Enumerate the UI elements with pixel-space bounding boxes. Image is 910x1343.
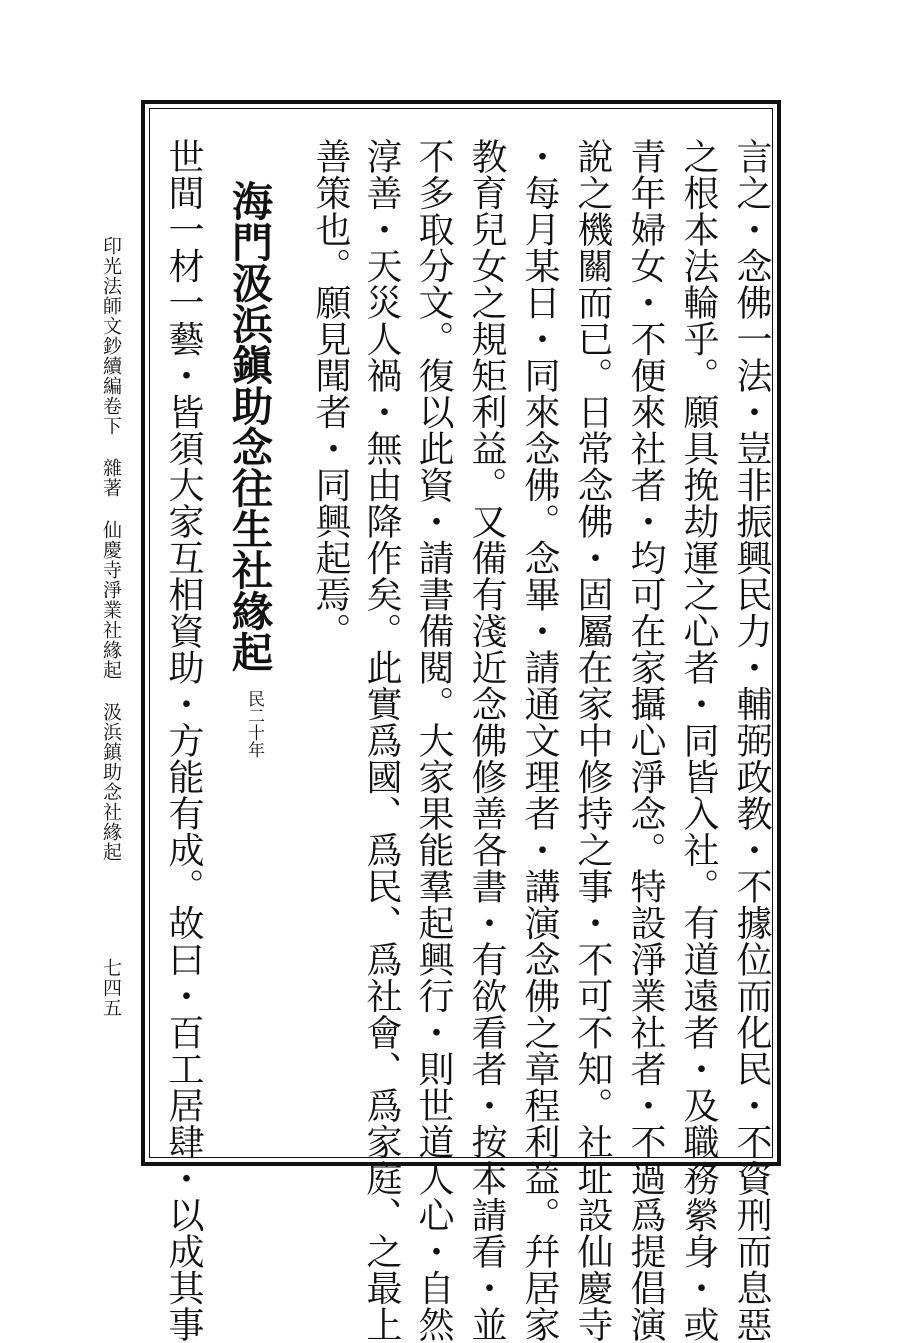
text-column-8: 淳善・天災人禍・無由降作矣。此實爲國、爲民、爲社會、爲家庭、之最上	[361, 138, 402, 1343]
article-date: 民二十年	[244, 690, 264, 758]
text-column-9: 善策也。願見聞者・同興起焉。	[310, 138, 351, 649]
text-column-1: 言之・念佛一法・豈非振興民力・輔弼政教・不據位而化民・不資刑而息惡	[731, 138, 772, 1343]
text-column-2: 之根本法輪乎。願具挽劫運之心者・同皆入社。有道遠者・及職務縈身・或	[678, 138, 719, 1343]
text-column-6: 教育兒女之規矩利益。又備有淺近念佛修善各書・有欲看者・按本請看・並	[466, 138, 507, 1343]
running-header	[101, 236, 120, 862]
page-number: 七四五	[100, 958, 122, 1018]
article-first-column: 世間一材一藝・皆須大家互相資助・方能有成。故曰・百工居肆・以成其事	[163, 138, 204, 1343]
running-header-current-article: 汲浜鎮助念社緣起	[100, 702, 122, 862]
running-header-section: 雜著	[100, 458, 122, 498]
text-column-7: 不多取分文。復以此資・請書備閱。大家果能羣起興行・則世道人心・自然	[413, 138, 454, 1343]
running-header-previous-article: 仙慶寺淨業社緣起	[100, 520, 122, 680]
text-column-4: 說之機關而已。日常念佛・固屬在家中修持之事・不可不知。社址設仙慶寺	[572, 138, 613, 1343]
article-title: 海門汲浜鎭助念往生社緣起	[225, 180, 273, 672]
text-column-5: ・每月某日・同來念佛。念畢・請通文理者・講演念佛之章程利益。幷居家	[519, 138, 560, 1343]
text-column-3: 青年婦女・不便來社者・均可在家攝心淨念。特設淨業社者・不過爲提倡演	[625, 138, 666, 1343]
running-header-book-title: 印光法師文鈔續編卷下	[100, 236, 122, 436]
